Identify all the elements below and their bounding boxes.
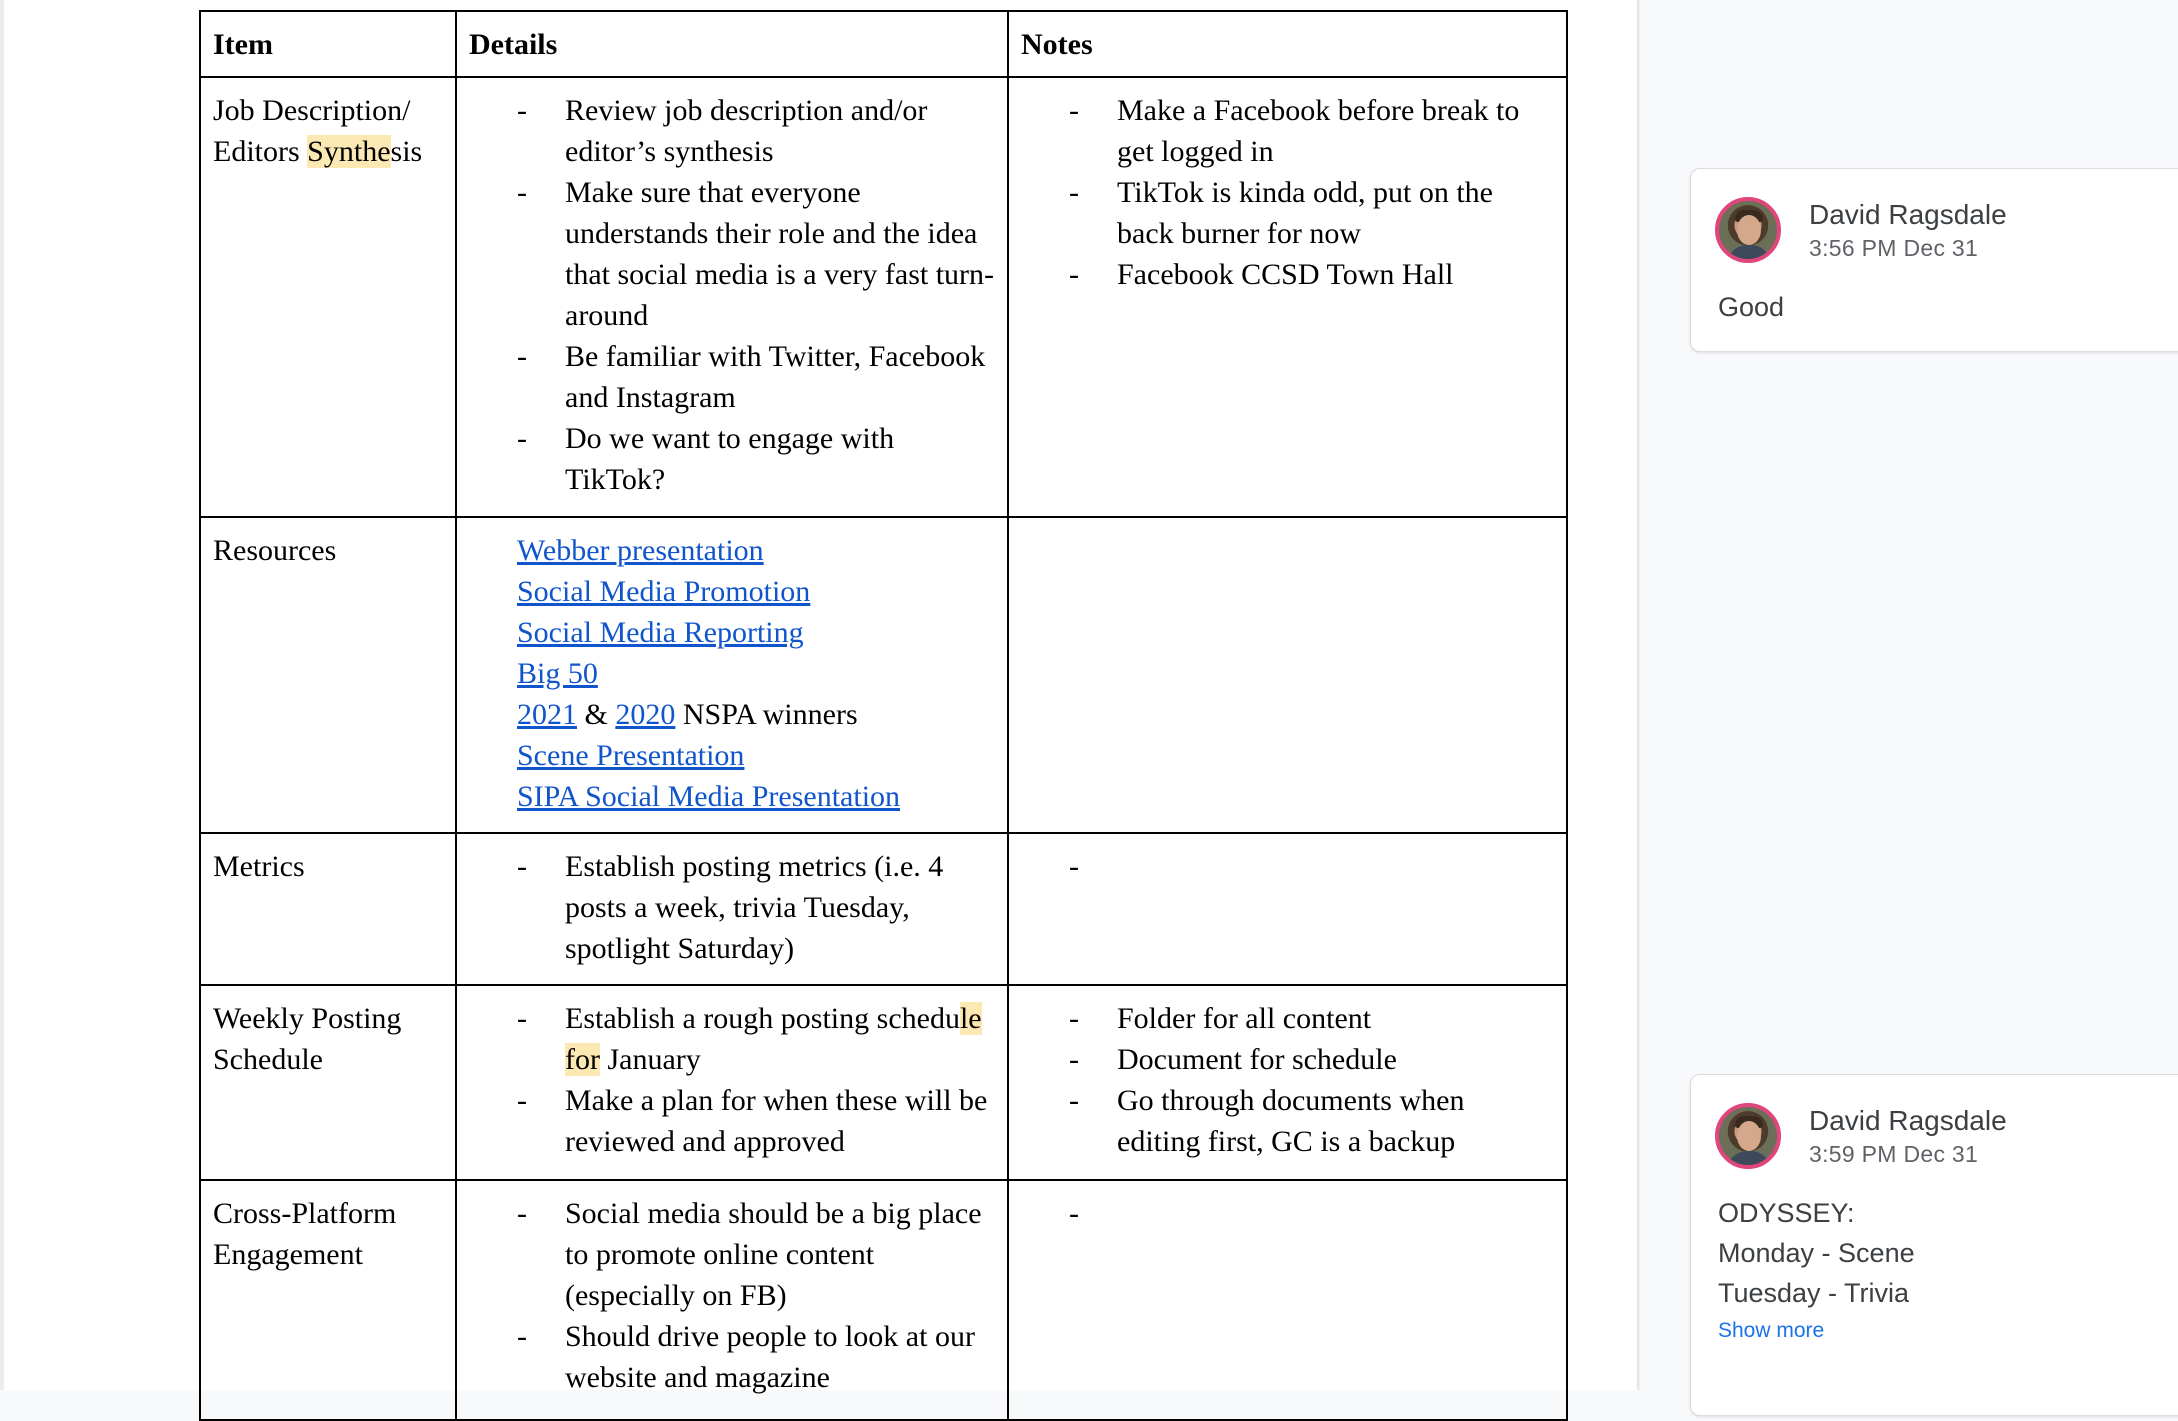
table-row — [200, 517, 1567, 833]
details-cell — [456, 77, 1008, 517]
header-item: Item — [200, 11, 456, 77]
avatar — [1715, 1103, 1781, 1169]
item-cell: Resources — [200, 517, 456, 833]
details-cell — [456, 1180, 1008, 1420]
list-item: - Establish a rough posting schedule for January — [517, 998, 995, 1080]
table-header-row — [200, 11, 1567, 77]
comment-card[interactable] — [1690, 1074, 2178, 1416]
notes-cell — [1008, 517, 1567, 833]
list-item: - Establish posting metrics (i.e. 4 posts a week, trivia Tuesday, spotlight Saturday) — [517, 846, 995, 969]
list-item: - Should drive people to look at our website and magazine — [517, 1316, 995, 1398]
list-item: - Social media should be a big place to promote online content (especially on FB) — [517, 1193, 995, 1316]
show-more-link[interactable]: Show more — [1718, 1319, 1825, 1342]
details-cell — [456, 517, 1008, 833]
list-item: - Folder for all content — [1069, 998, 1554, 1039]
notes-cell — [1008, 77, 1567, 517]
list-item: - Facebook CCSD Town Hall — [1069, 254, 1554, 295]
list-item: - TikTok is kinda odd, put on the back burner for now — [1069, 172, 1554, 254]
link-big-50[interactable]: Big 50 — [517, 657, 598, 690]
list-item: - Do we want to engage with TikTok? — [517, 418, 995, 500]
list-item: - Make a Facebook before break to get logged in — [1069, 90, 1554, 172]
comment-highlight[interactable]: Synthe — [307, 135, 391, 168]
notes-cell — [1008, 985, 1567, 1180]
comment-highlight[interactable]: le for — [565, 1002, 982, 1076]
link-sipa-presentation[interactable]: SIPA Social Media Presentation — [517, 780, 901, 813]
comment-text: Good — [1718, 292, 1785, 322]
table-row — [200, 833, 1567, 985]
page-left-edge — [0, 0, 4, 1390]
link-webber-presentation[interactable]: Webber presentation — [517, 534, 764, 567]
table-row — [200, 1180, 1567, 1420]
link-nspa-2020[interactable]: 2020 — [615, 698, 676, 731]
table-row — [200, 77, 1567, 517]
table-row — [200, 985, 1567, 1180]
comment-text: ODYSSEY: — [1718, 1198, 1855, 1228]
details-cell — [456, 833, 1008, 985]
item-label: Job Description/ — [213, 94, 411, 127]
list-item: - Go through documents when editing first, GC is a backup — [1069, 1080, 1554, 1162]
link-social-media-reporting[interactable]: Social Media Reporting — [517, 616, 804, 649]
list-item: - Document for schedule — [1069, 1039, 1554, 1080]
page-shadow — [1637, 0, 1641, 1390]
comment-card[interactable] — [1690, 168, 2178, 352]
comment-author: David Ragsdale — [1809, 199, 2007, 230]
comment-text: Tuesday - Trivia — [1718, 1278, 1910, 1308]
notes-cell — [1008, 1180, 1567, 1420]
nspa-line: 2021 & 2020 NSPA winners — [517, 698, 858, 731]
comment-timestamp: 3:59 PM Dec 31 — [1809, 1141, 1979, 1167]
link-social-media-promotion[interactable]: Social Media Promotion — [517, 575, 811, 608]
list-item: - Review job description and/or editor’s synthesis — [517, 90, 995, 172]
comment-timestamp: 3:56 PM Dec 31 — [1809, 235, 1979, 261]
comment-author: David Ragsdale — [1809, 1105, 2007, 1136]
meeting-notes-table — [199, 10, 1568, 1421]
list-item: - Make sure that everyone understands their role and the idea that social media is a very fast turn-around — [517, 172, 995, 336]
header-notes: Notes — [1008, 11, 1567, 77]
comment-text: Monday - Scene — [1718, 1238, 1915, 1268]
list-item: - Make a plan for when these will be reviewed and approved — [517, 1080, 995, 1162]
header-details: Details — [456, 11, 1008, 77]
list-item: - Be familiar with Twitter, Facebook and Instagram — [517, 336, 995, 418]
link-nspa-2021[interactable]: 2021 — [517, 698, 577, 731]
details-cell — [456, 985, 1008, 1180]
notes-cell — [1008, 833, 1567, 985]
link-scene-presentation[interactable]: Scene Presentation — [517, 739, 745, 772]
item-label: Editors Synthesis — [213, 135, 423, 168]
item-cell: Metrics — [200, 833, 456, 985]
item-cell — [200, 77, 456, 517]
item-cell: Weekly Posting Schedule — [200, 985, 456, 1180]
avatar — [1715, 197, 1781, 263]
item-cell: Cross-Platform Engagement — [200, 1180, 456, 1420]
